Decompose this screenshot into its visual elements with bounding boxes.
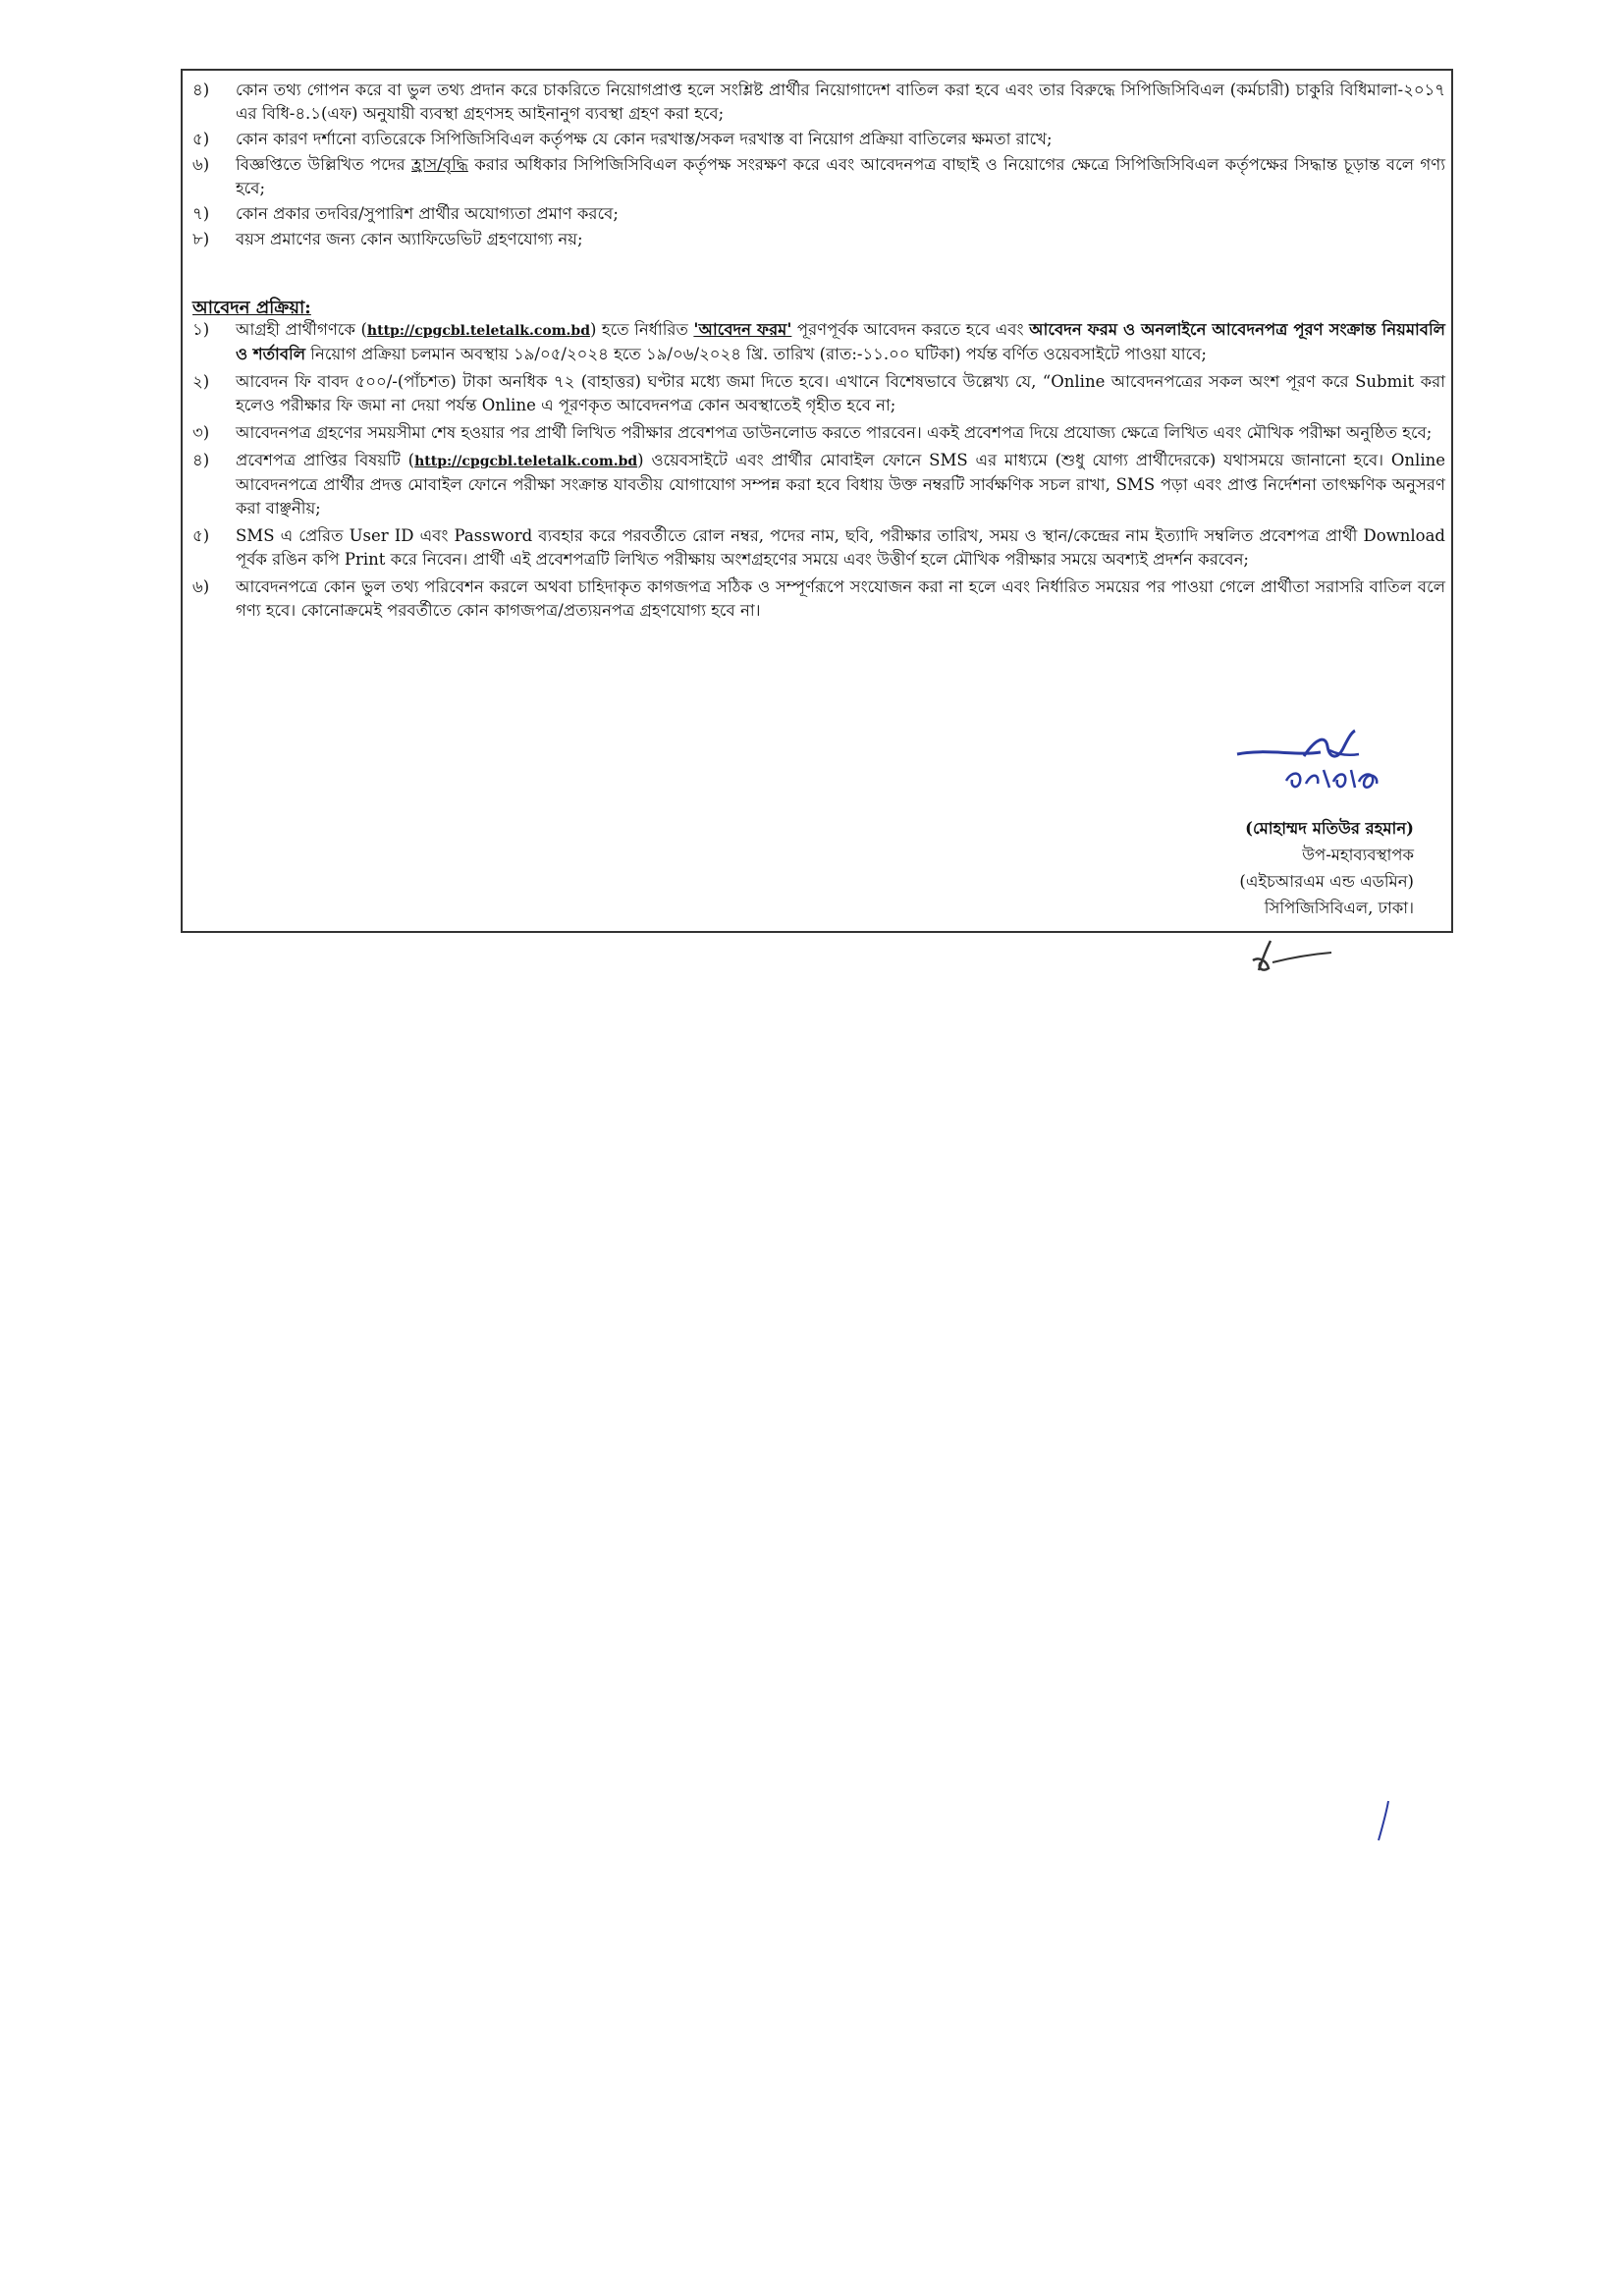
list-item xyxy=(192,524,1445,572)
item-text-part: বিজ্ঞপ্তিতে উল্লিখিত পদের xyxy=(236,155,412,174)
item-number: ৬) xyxy=(192,577,210,596)
item-text: বয়স প্রমাণের জন্য কোন অ্যাফিডেভিট গ্রহণযোগ্য নয়; xyxy=(236,230,583,248)
list-item xyxy=(192,153,1445,200)
signatory-block xyxy=(1239,815,1414,921)
list-item xyxy=(192,318,1445,366)
item-text-part: করার অধিকার সিপিজিসিবিএল কর্তৃপক্ষ সংরক্ষণ করে এবং আবেদনপত্র বাছাই ও নিয়োগের ক্ষেত্রে সিপিজিসিবিএল কর্তৃপক্ষের সিদ্ধান্ত চূড়ান্ত বলে গণ্য হবে; xyxy=(236,155,1446,197)
list-item xyxy=(192,228,1445,251)
item-number: ৭) xyxy=(192,204,210,223)
item-text-part: প্রবেশপত্র প্রাপ্তির বিষয়টি ( xyxy=(236,451,415,469)
pen-stroke-mark xyxy=(1375,1797,1394,1846)
list-item xyxy=(192,449,1445,520)
item-text-part: ) হতে নির্ধারিত xyxy=(589,320,694,339)
rules-conditions-label: আবেদন ফরম ও অনলাইনে আবেদনপত্র পূরণ সংক্রান্ত নিয়মাবলি ও শর্তাবলি xyxy=(236,320,1445,363)
item-text-part: পূরণপূর্বক আবেদন করতে হবে এবং xyxy=(791,320,1030,339)
item-text: কোন তথ্য গোপন করে বা ভুল তথ্য প্রদান করে চাকরিতে নিয়োগপ্রাপ্ত হলে সংশ্লিষ্ট প্রার্থীর নিয়োগাদেশ বাতিল করা হবে এবং তার বিরুদ্ধে সিপিজিসিবিএল (কর্মচারী) চাকুরি বিধিমালা-২০১৭ এর বিধি-৪.১(এফ) অনুযায়ী ব্যবস্থা গ্রহণসহ আইনানুগ ব্যবস্থা গ্রহণ করা হবে; xyxy=(236,81,1445,123)
signatory-organization: সিপিজিসিবিএল, ঢাকা। xyxy=(1264,899,1414,917)
item-text: আবেদনপত্র গ্রহণের সময়সীমা শেষ হওয়ার পর প্রার্থী লিখিত পরীক্ষার প্রবেশপত্র ডাউনলোড করতে পারবেন। একই প্রবেশপত্র দিয়ে প্রযোজ্য ক্ষেত্রে লিখিত এবং মৌখিক পরীক্ষা অনুষ্ঠিত হবে; xyxy=(236,423,1433,442)
conditions-list xyxy=(192,79,1445,253)
item-number: ৩) xyxy=(192,423,210,442)
item-text xyxy=(236,153,1445,200)
website-link[interactable]: http://cpgcbl.teletalk.com.bd xyxy=(366,323,590,339)
item-number: ১) xyxy=(192,320,210,339)
application-process-heading: আবেদন প্রক্রিয়া: xyxy=(192,298,311,318)
item-number: ৪) xyxy=(192,451,210,469)
item-text-part: আগ্রহী প্রার্থীগণকে ( xyxy=(236,320,367,339)
initial-mark xyxy=(1249,933,1337,977)
item-number: ৫) xyxy=(192,526,210,545)
item-text: কোন প্রকার তদবির/সুপারিশ প্রার্থীর অযোগ্যতা প্রমাণ করবে; xyxy=(236,204,619,223)
item-number: ৪) xyxy=(192,81,210,99)
signatory-designation: উপ-মহাব্যবস্থাপক xyxy=(1302,846,1414,864)
item-number: ২) xyxy=(192,372,210,391)
website-link[interactable]: http://cpgcbl.teletalk.com.bd xyxy=(414,454,638,469)
list-item xyxy=(192,79,1445,126)
item-text-part: ) ওয়েবসাইটে এবং প্রার্থীর মোবাইল ফোনে SMS এর মাধ্যমে (শুধু যোগ্য প্রার্থীদেরকে) যথাসময়ে জানানো হবে। Online আবেদনপত্রে প্রার্থীর প্রদত্ত মোবাইল ফোনে পরীক্ষা সংক্রান্ত যাবতীয় যোগাযোগ সম্পন্ন করা হবে বিধায় উক্ত নম্বরটি সার্বক্ষণিক সচল রাখা, SMS পড়া এবং প্রাপ্ত নির্দেশনা তাৎক্ষণিক অনুসরণ করা বাঞ্ছনীয়; xyxy=(236,451,1445,518)
list-item xyxy=(192,202,1445,226)
signatory-department: (এইচআরএম এন্ড এডমিন) xyxy=(1239,872,1414,891)
signatory-name: (মোহাম্মদ মতিউর রহমান) xyxy=(1245,819,1414,838)
item-text: আবেদন ফি বাবদ ৫০০/-(পাঁচশত) টাকা অনধিক ৭২ (বাহাত্তর) ঘণ্টার মধ্যে জমা দিতে হবে। এখানে বিশেষভাবে উল্লেখ্য যে, “Online আবেদনপত্রের সকল অংশ পূরণ করে Submit করা হলেও পরীক্ষার ফি জমা না দেয়া পর্যন্ত Online এ পূরণকৃত আবেদনপত্র কোন অবস্থাতেই গৃহীত হবে না; xyxy=(236,372,1445,414)
application-form-label: 'আবেদন ফরম' xyxy=(693,320,792,339)
item-text-part: নিয়োগ প্রক্রিয়া চলমান অবস্থায় ১৯/০৫/২০২৪ হতে ১৯/০৬/২০২৪ খ্রি. তারিখ (রাত:-১১.০০ ঘটিকা) পর্যন্ত বর্ণিত ওয়েবসাইটে পাওয়া যাবে; xyxy=(305,345,1207,363)
item-text: আবেদনপত্রে কোন ভুল তথ্য পরিবেশন করলে অথবা চাহিদাকৃত কাগজপত্র সঠিক ও সম্পূর্ণরূপে সংযোজন করা না হলে এবং নির্ধারিত সময়ের পর পাওয়া গেলে প্রার্থীতা সরাসরি বাতিল বলে গণ্য হবে। কোনোক্রমেই পরবর্তীতে কোন কাগজপত্র/প্রত্যয়নপত্র গ্রহণযোগ্য হবে না। xyxy=(236,577,1445,620)
list-item xyxy=(192,128,1445,151)
signature-area xyxy=(1168,727,1414,923)
item-number: ৫) xyxy=(192,130,210,148)
item-number: ৬) xyxy=(192,155,210,174)
item-number: ৮) xyxy=(192,230,210,248)
item-text xyxy=(236,449,1445,520)
list-item xyxy=(192,370,1445,417)
item-text xyxy=(236,318,1445,366)
item-text: SMS এ প্রেরিত User ID এবং Password ব্যবহার করে পরবর্তীতে রোল নম্বর, পদের নাম, ছবি, পরীক্ষার তারিখ, সময় ও স্থান/কেন্দ্রের নাম ইত্যাদি সম্বলিত প্রবেশপত্র প্রার্থী Download পূর্বক রঙিন কপি Print করে নিবেন। প্রার্থী এই প্রবেশপত্রটি লিখিত পরীক্ষায় অংশগ্রহণের সময়ে এবং উত্তীর্ণ হলে মৌখিক পরীক্ষার সময়ে অবশ্যই প্রদর্শন করবেন; xyxy=(236,526,1445,569)
item-text: কোন কারণ দর্শানো ব্যতিরেকে সিপিজিসিবিএল কর্তৃপক্ষ যে কোন দরখাস্ত/সকল দরখাস্ত বা নিয়োগ প্রক্রিয়া বাতিলের ক্ষমতা রাখে; xyxy=(236,130,1053,148)
application-steps-list xyxy=(192,318,1445,627)
list-item xyxy=(192,421,1445,445)
underlined-text: হ্রাস/বৃদ্ধি xyxy=(411,155,468,174)
handwritten-signature xyxy=(1227,727,1394,815)
list-item xyxy=(192,575,1445,623)
